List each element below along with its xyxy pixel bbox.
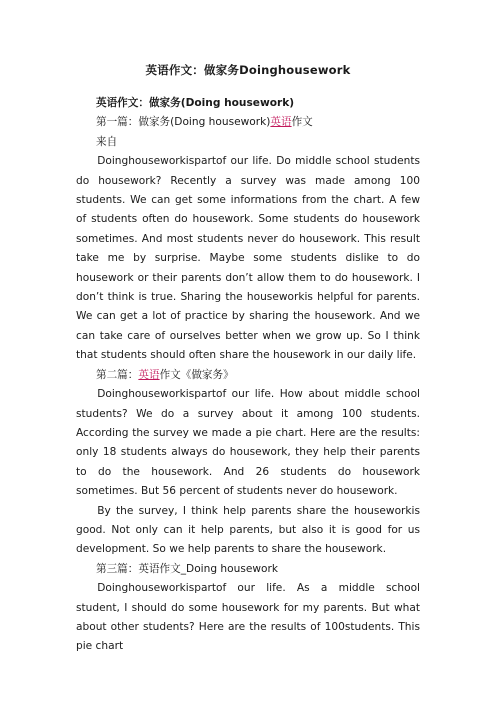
part1-heading-suffix: 作文 xyxy=(291,116,313,129)
part2-english-link[interactable]: 英语 xyxy=(138,368,160,381)
part2-paragraph-2: By the survey, I think help parents share the houseworkis good. Not only can it help parents, but also it is good for us development. So we help parents to share the housework. xyxy=(76,504,420,556)
part1-source: 来自 xyxy=(96,135,118,148)
part1-heading-text: 第一篇：做家务(Doing housework) xyxy=(96,116,271,129)
part1-english-link[interactable]: 英语 xyxy=(270,116,292,129)
part2-heading-text: 第二篇： xyxy=(96,368,139,381)
part2-heading-suffix: 作文《做家务》 xyxy=(159,368,234,381)
part3-heading: 第三篇：英语作文_Doing housework xyxy=(96,562,279,575)
part1-paragraph: Doinghouseworkispartof our life. Do middle school students do housework? Recently a survey was made among 100 students. We can get some informations from the chart. A few of students often do housework. Some students do housework sometimes. And most students never do housework. This result take me by surprise. Maybe some students dislike to do housework or their parents don’t allow them to do housework. I don’t think is true. Sharing the houseworkis helpful for parents. We can get a lot of practice by sharing the housework. And we can take care of ourselves better when we grow up. So I think that students should often share the housework in our daily life. xyxy=(76,155,420,362)
part3-paragraph: Doinghouseworkispartof our life. As a middle school student, I should do some housework for my parents. But what about other students? Here are the results of 100students. This pie chart xyxy=(76,582,420,653)
document-title: 英语作文：做家务Doinghousework xyxy=(145,63,351,77)
document-body xyxy=(76,94,420,657)
part2-heading xyxy=(76,366,420,385)
part2-paragraph-1: Doinghouseworkispartof our life. How about middle school students? We do a survey about it among 100 students. According the survey we made a pie chart. Here are the results: only 18 students always do housework, they help their parents to do the housework. And 26 students do housework sometimes. But 56 percent of students never do housework. xyxy=(76,388,420,498)
main-heading: 英语作文：做家务(Doing housework) xyxy=(96,97,295,109)
part1-heading xyxy=(76,113,420,132)
